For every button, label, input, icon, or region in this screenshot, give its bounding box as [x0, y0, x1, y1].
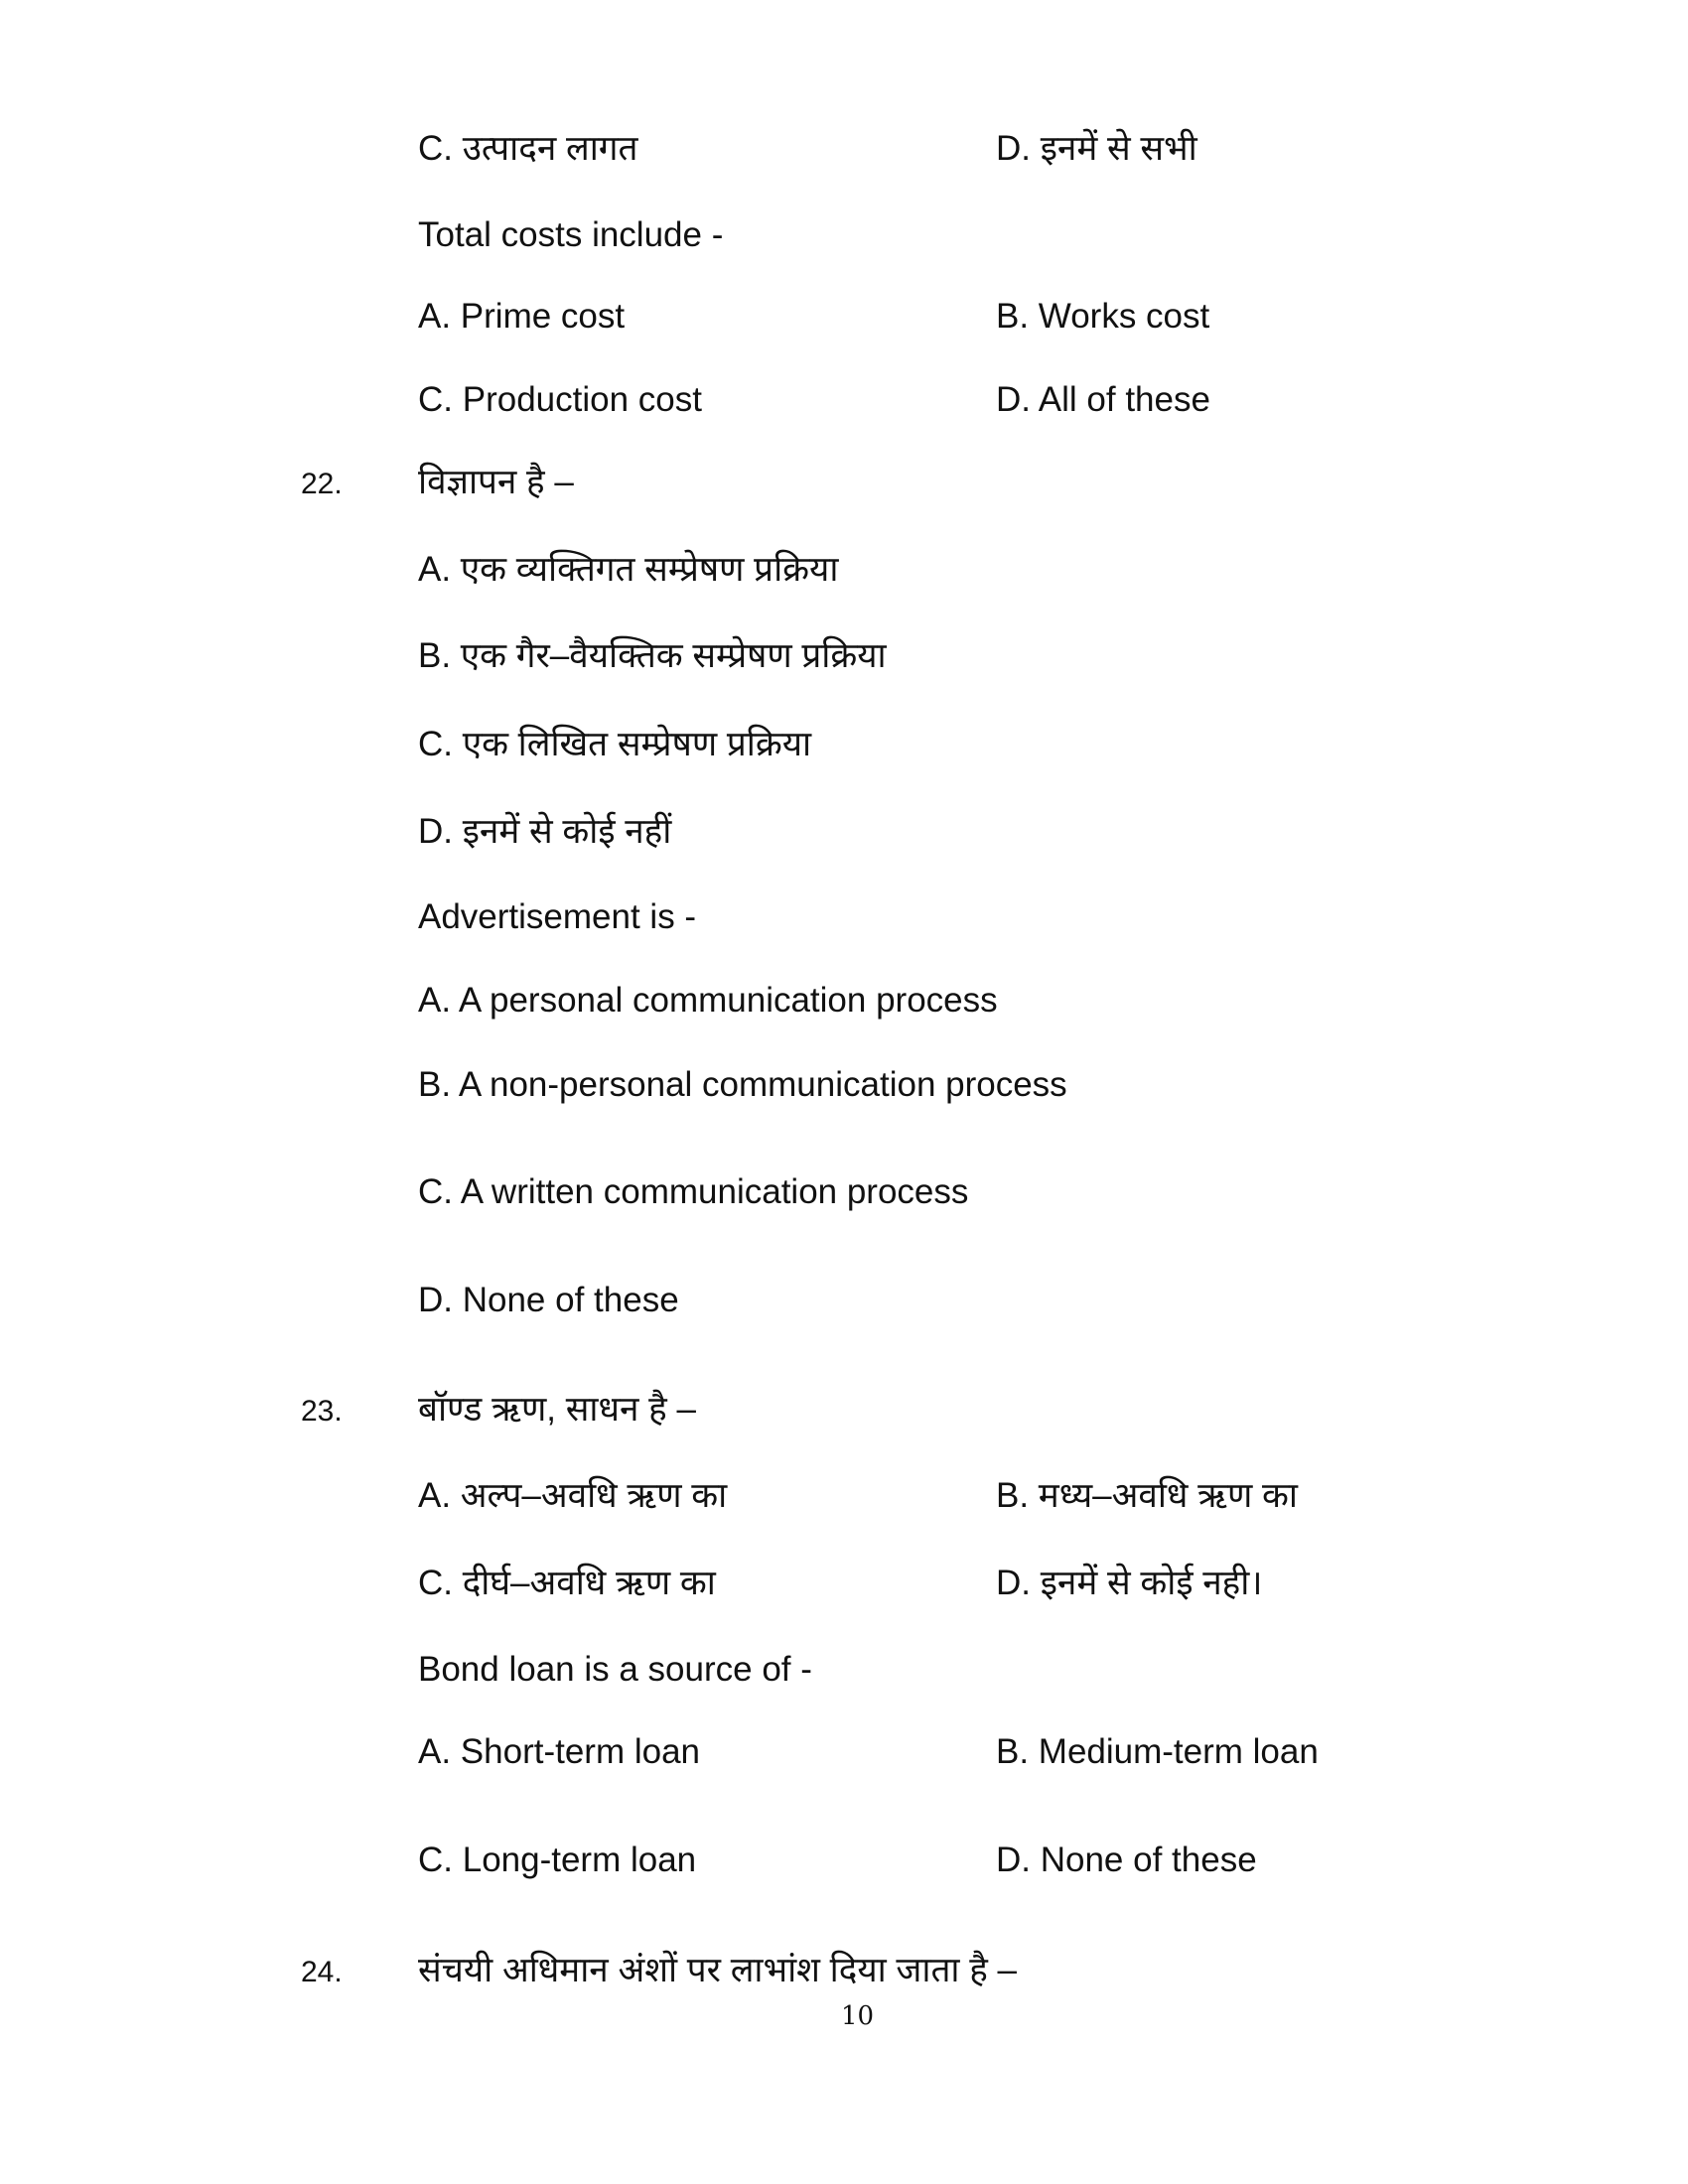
- question-number: 24.: [301, 1956, 343, 1988]
- q22-en-option-b: B. A non-personal communication process: [418, 1065, 1067, 1104]
- q22-hi-option-a: A. एक व्यक्तिगत सम्प्रेषण प्रक्रिया: [418, 550, 839, 589]
- q23-en-option-a: A. Short-term loan: [418, 1732, 700, 1771]
- q22-hi-option-d: D. इनमें से कोई नहीं: [418, 812, 672, 851]
- q24-hi-question: संचयी अधिमान अंशों पर लाभांश दिया जाता है –: [418, 1951, 1017, 1989]
- q21-en-option-c: C. Production cost: [418, 380, 702, 419]
- q21-en-question: Total costs include -: [418, 215, 724, 254]
- q23-en-option-b: B. Medium-term loan: [996, 1732, 1319, 1771]
- q21-en-option-a: A. Prime cost: [418, 297, 626, 336]
- question-number: 22.: [301, 468, 343, 500]
- question-number: 23.: [301, 1395, 343, 1428]
- page-number: 10: [840, 2001, 875, 2031]
- q22-en-question: Advertisement is -: [418, 897, 697, 936]
- q23-en-option-d: D. None of these: [996, 1841, 1257, 1879]
- q23-hi-option-b: B. मध्य–अवधि ऋण का: [996, 1476, 1298, 1515]
- q22-en-option-a: A. A personal communication process: [418, 981, 998, 1020]
- q23-hi-option-c: C. दीर्घ–अवधि ऋण का: [418, 1564, 716, 1602]
- q23-en-question: Bond loan is a source of -: [418, 1650, 812, 1689]
- q22-hi-option-c: C. एक लिखित सम्प्रेषण प्रक्रिया: [418, 725, 812, 763]
- q21-hi-option-c: C. उत्पादन लागत: [418, 129, 638, 168]
- q21-en-option-b: B. Works cost: [996, 297, 1210, 336]
- q22-hi-option-b: B. एक गैर–वैयक्तिक सम्प्रेषण प्रक्रिया: [418, 636, 887, 675]
- q23-hi-option-d: D. इनमें से कोई नही।: [996, 1564, 1263, 1602]
- q23-en-option-c: C. Long-term loan: [418, 1841, 697, 1879]
- q23-hi-option-a: A. अल्प–अवधि ऋण का: [418, 1476, 728, 1515]
- q21-hi-option-d: D. इनमें से सभी: [996, 129, 1197, 168]
- q22-en-option-c: C. A written communication process: [418, 1172, 969, 1211]
- q22-en-option-d: D. None of these: [418, 1281, 679, 1319]
- q21-en-option-d: D. All of these: [996, 380, 1210, 419]
- q23-hi-question: बॉण्ड ऋण, साधन है –: [418, 1390, 696, 1429]
- q22-hi-question: विज्ञापन है –: [418, 463, 574, 501]
